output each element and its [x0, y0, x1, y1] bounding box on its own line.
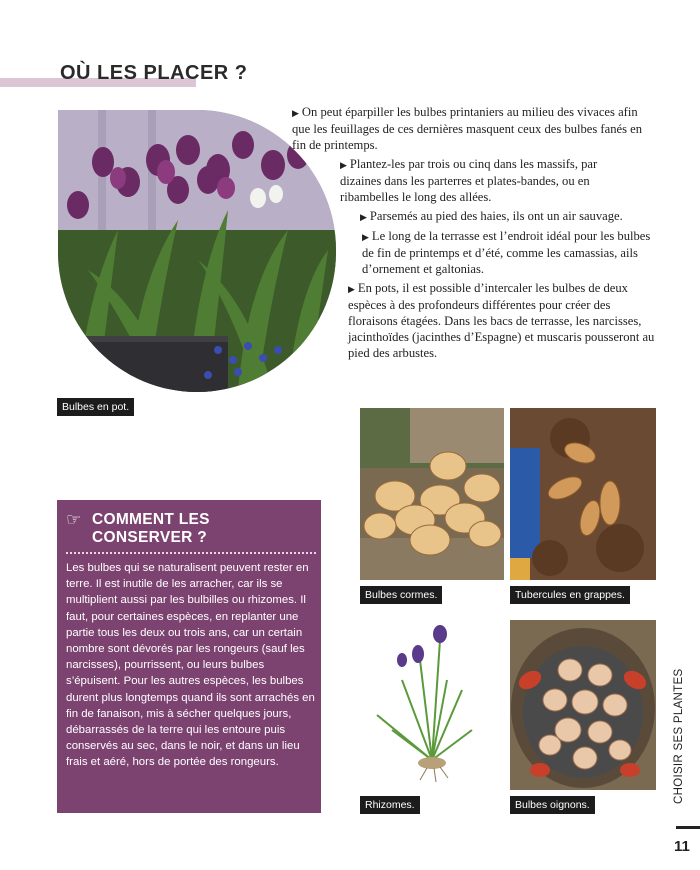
caption-pot: Bulbes en pot. — [57, 398, 134, 416]
page-number: 11 — [674, 838, 690, 855]
bullet-arrow-icon: ▶ — [360, 212, 367, 222]
bullet-3: ▶ Parsemés au pied des haies, ils ont un air sauvage. — [360, 209, 623, 223]
side-label-wrap — [670, 668, 690, 804]
section-title: OÙ LES PLACER ? — [60, 62, 248, 84]
bullet-1: ▶ On peut éparpiller les bulbes printaniers au milieu des vivaces afin que les feuillages de ces dernières masquent ceux des bulbes fanés en fin de printemps. — [292, 105, 643, 152]
side-label: CHOISIR SES PLANTES — [673, 668, 685, 804]
tip-box-separator — [66, 552, 316, 554]
section-title-wrap — [58, 62, 250, 85]
tubers-photo — [510, 408, 656, 580]
caption-tubercules: Tubercules en grappes. — [510, 586, 630, 604]
onion-bulbs-photo — [510, 620, 656, 790]
hand-pointing-icon: ☞ — [66, 510, 82, 530]
bullet-2: ▶ Plantez-les par trois ou cinq dans les massifs, par dizaines dans les parterres et plates-bandes, ou en ribambelles le long des allées. — [340, 157, 598, 204]
bullet-arrow-icon: ▶ — [292, 108, 299, 118]
bullet-4: ▶ Le long de la terrasse est l’endroit idéal pour les bulbes de fin de printemps et d’été, comme les camassias, ails d’ornement et galtonias. — [362, 229, 651, 276]
caption-oignons: Bulbes oignons. — [510, 796, 595, 814]
bullet-arrow-icon: ▶ — [362, 232, 369, 242]
page-number-bar — [676, 826, 700, 829]
caption-cormes: Bulbes cormes. — [360, 586, 442, 604]
corms-photo — [360, 408, 504, 580]
tip-box-text: Les bulbes qui se naturalisent peuvent rester en terre. Il est inutile de les arracher, car ils se multiplient aussi par les bulbilles ou rhizomes. Il faut, pour certaines espèces, en replanter une partie tous les deux ou trois ans, car un certain nombre sont dévorés par les rongeurs (sauf les narcisses), pourrissent, ou leurs bulbes s’épuisent. Pour les autres espèces, les bulbes durent plus longtemps quand ils sont arrachés en fin de fanaison, mis à sécher quelques jours, débarrassés de la terre qui les entoure puis conservés au sec, dans le noir, et dans un lieu frais et aéré, hors de portée des rongeurs. — [66, 562, 315, 769]
rhizomes-photo — [372, 620, 488, 785]
bullet-5: ▶ En pots, il est possible d’intercaler les bulbes de deux espèces à des profondeurs différentes pour créer des floraisons étagées. Dans les bacs de terrasse, les narcisses, jacinthoïdes (jacinthes d’Espagne) et muscaris pousseront au pied des arbustes. — [348, 281, 655, 360]
bullet-arrow-icon: ▶ — [348, 284, 355, 294]
tip-box-title: COMMENT LES CONSERVER ? — [92, 511, 210, 546]
bullet-arrow-icon: ▶ — [340, 160, 347, 170]
caption-rhizomes: Rhizomes. — [360, 796, 420, 814]
